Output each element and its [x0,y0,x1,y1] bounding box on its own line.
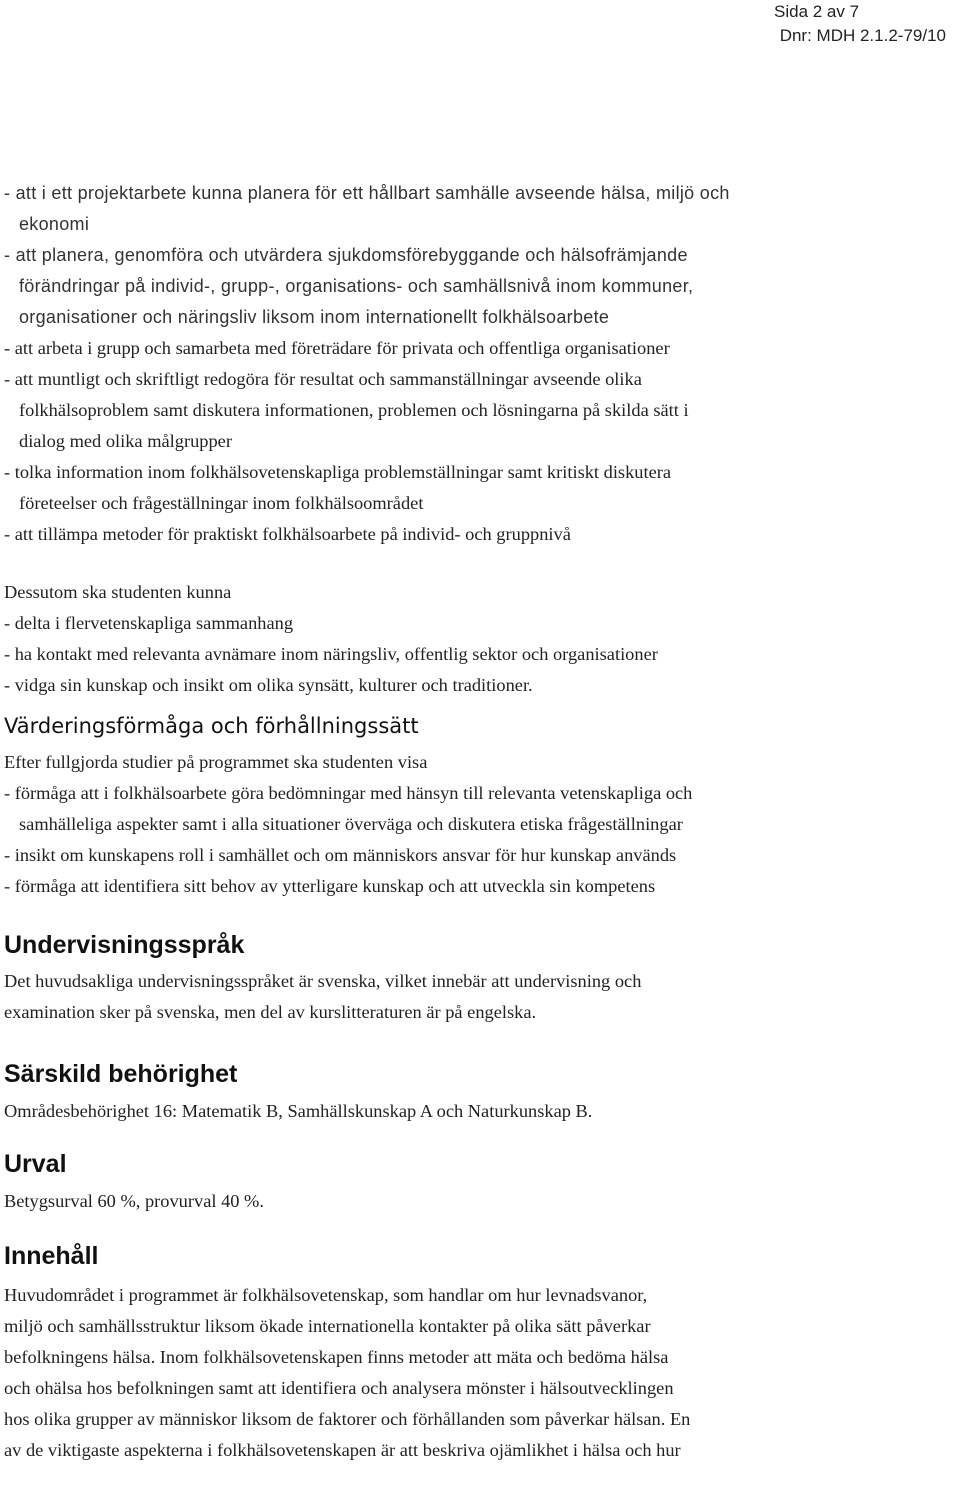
language-heading: Undervisningsspråk [4,931,245,959]
page-header [760,0,960,48]
list-item: - att arbeta i grupp och samarbeta med företrädare för privata och offentliga organisationer [4,338,670,358]
content-heading: Innehåll [4,1242,99,1270]
paragraph-line: hos olika grupper av människor liksom de faktorer och förhållanden som påverkar hälsan. En [4,1409,691,1429]
paragraph-line: Områdesbehörighet 16: Matematik B, Samhällskunskap A och Naturkunskap B. [4,1101,593,1121]
paragraph-line: av de viktigaste aspekterna i folkhälsovetenskapen är att beskriva ojämlikhet i hälsa och hur [4,1440,681,1460]
paragraph-line: Huvudområdet i programmet är folkhälsovetenskap, som handlar om hur levnadsvanor, [4,1285,648,1305]
values-section [4,747,960,902]
selection-heading: Urval [4,1150,67,1178]
list-item: - att planera, genomföra och utvärdera sjukdomsförebyggande och hälsofrämjande [4,245,688,265]
list-item: ekonomi [19,214,90,234]
list-item: - att i ett projektarbete kunna planera för ett hållbart samhälle avseende hälsa, miljö och [4,183,730,203]
list-item: - ha kontakt med relevanta avnämare inom näringsliv, offentlig sektor och organisationer [4,644,658,664]
selection-section [4,1186,960,1217]
values-heading: Värderingsförmåga och förhållningssätt [4,714,419,738]
list-item: - vidga sin kunskap och insikt om olika synsätt, kulturer och traditioner. [4,675,533,695]
additional-skills [4,577,960,701]
skills-list-serif [4,333,960,550]
list-item: företeelser och frågeställningar inom folkhälsoområdet [19,493,424,513]
page-number: Sida 2 av 7 [774,2,860,21]
list-item: - tolka information inom folkhälsovetenskapliga problemställningar samt kritiskt diskutera [4,462,672,482]
list-item: - att tillämpa metoder för praktiskt folkhälsoarbete på individ- och gruppnivå [4,524,571,544]
list-item: - delta i flervetenskapliga sammanhang [4,613,294,633]
language-section [4,966,960,1028]
eligibility-heading: Särskild behörighet [4,1060,238,1088]
list-item: - att muntligt och skriftligt redogöra för resultat och sammanställningar avseende olika [4,369,642,389]
list-item: - förmåga att identifiera sitt behov av ytterligare kunskap och att utveckla sin kompetens [4,876,656,896]
list-item: folkhälsoproblem samt diskutera informationen, problemen och lösningarna på skilda sätt i [19,400,689,420]
eligibility-section [4,1096,960,1127]
paragraph-line: Det huvudsakliga undervisningsspråket är svenska, vilket innebär att undervisning och [4,971,642,991]
paragraph-line: examination sker på svenska, men del av kurslitteraturen är på engelska. [4,1002,537,1022]
paragraph-line: miljö och samhällsstruktur liksom ökade internationella kontakter på olika sätt påverkar [4,1316,651,1336]
paragraph-line: och ohälsa hos befolkningen samt att identifiera och analysera mönster i hälsoutvecklingen [4,1378,674,1398]
list-item: - förmåga att i folkhälsoarbete göra bedömningar med hänsyn till relevanta vetenskapliga och [4,783,693,803]
skills-list-sans [4,178,960,333]
document-body [4,178,960,1466]
list-item: samhälleliga aspekter samt i alla situationer överväga och diskutera etiska frågeställningar [19,814,683,834]
paragraph-line: Betygsurval 60 %, provurval 40 %. [4,1191,264,1211]
list-item: organisationer och näringsliv liksom inom internationellt folkhälsoarbete [19,307,610,327]
document-number: Dnr: MDH 2.1.2-79/10 [779,26,946,45]
paragraph-intro: Dessutom ska studenten kunna [4,582,232,602]
list-item: - insikt om kunskapens roll i samhället och om människors ansvar för hur kunskap används [4,845,677,865]
paragraph-intro: Efter fullgjorda studier på programmet ska studenten visa [4,752,428,772]
list-item: förändringar på individ-, grupp-, organisations- och samhällsnivå inom kommuner, [19,276,694,296]
content-section [4,1280,960,1466]
list-item: dialog med olika målgrupper [19,431,232,451]
paragraph-line: befolkningens hälsa. Inom folkhälsovetenskapen finns metoder att mäta och bedöma hälsa [4,1347,669,1367]
